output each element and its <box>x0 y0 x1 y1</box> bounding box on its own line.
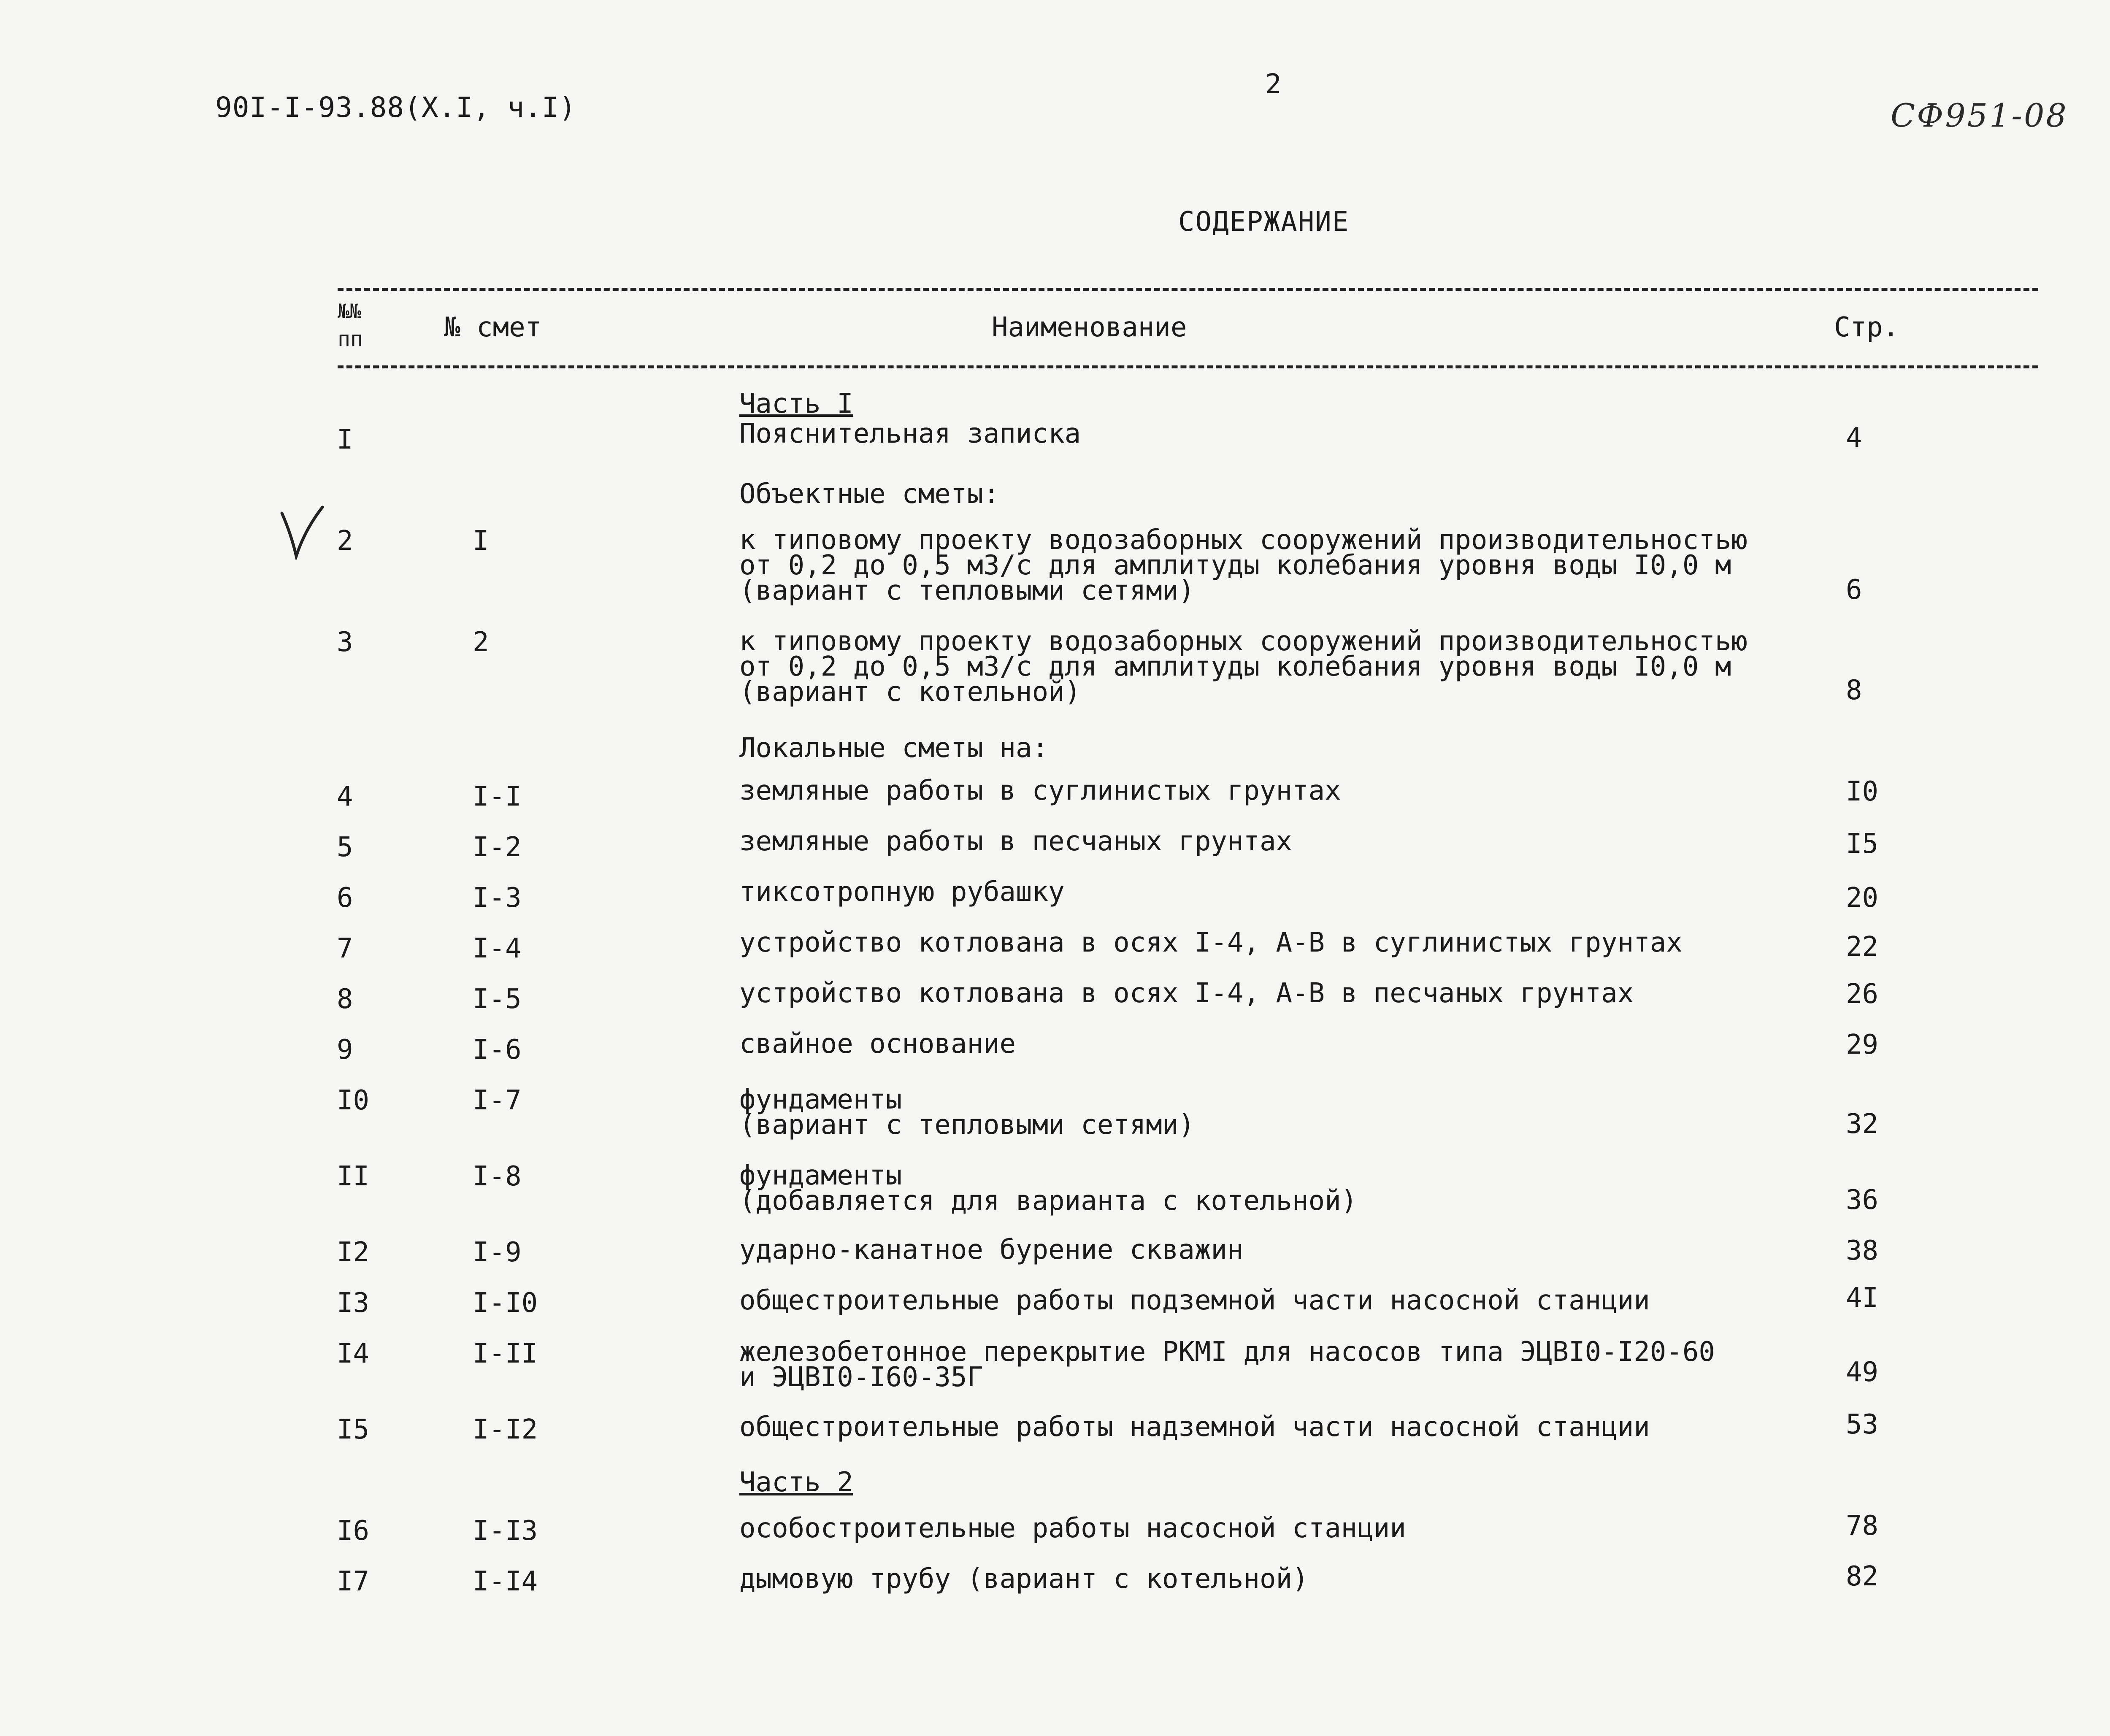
row-name: Пояснительная записка <box>739 418 1081 449</box>
row-page: 8 <box>1846 675 1862 706</box>
row-estimate-code: I-I4 <box>473 1566 538 1597</box>
section-part-1: Часть I <box>739 388 853 419</box>
row-number: 4 <box>337 781 353 812</box>
row-name: к типовому проекту водозаборных сооружений производительностью от 0,2 до 0,5 м3/с для амплитуды колебания уровня воды I0,0 м (вариант с тепловыми сетями) <box>739 525 1748 606</box>
row-name: земляные работы в суглинистых грунтах <box>739 775 1341 806</box>
row-estimate-code: I-2 <box>473 832 522 863</box>
row-number: I3 <box>337 1287 370 1319</box>
row-number: I5 <box>337 1414 370 1445</box>
row-name: особостроительные работы насосной станции <box>739 1513 1406 1544</box>
row-estimate-code: I-6 <box>473 1034 522 1065</box>
table-top-divider <box>338 288 2038 291</box>
header-estimate-number: № смет <box>444 312 542 343</box>
row-number: I4 <box>337 1338 370 1369</box>
row-name: ударно-канатное бурение скважин <box>739 1234 1244 1265</box>
row-number: 6 <box>337 882 353 914</box>
row-page: 32 <box>1846 1109 1879 1140</box>
row-page: 22 <box>1846 931 1879 963</box>
row-page: 20 <box>1846 882 1879 914</box>
row-number: II <box>337 1161 370 1192</box>
row-name: фундаменты (вариант с тепловыми сетями) <box>739 1084 1195 1141</box>
row-page: I5 <box>1846 828 1879 860</box>
row-estimate-code: I-I <box>473 781 522 812</box>
checkmark-icon <box>279 505 325 560</box>
section-object-estimates: Объектные сметы: <box>739 479 1000 510</box>
section-local-estimates: Локальные сметы на: <box>739 733 1049 764</box>
page-title: СОДЕРЖАНИЕ <box>1178 206 1350 238</box>
row-page: 38 <box>1846 1235 1879 1266</box>
row-name: к типовому проекту водозаборных сооружений производительностью от 0,2 до 0,5 м3/с для амплитуды колебания уровня воды I0,0 м (вариант с котельной) <box>739 626 1748 708</box>
row-page: 29 <box>1846 1029 1879 1060</box>
row-page: 82 <box>1846 1561 1879 1592</box>
row-estimate-code: I-8 <box>473 1161 522 1192</box>
row-number: I2 <box>337 1237 370 1268</box>
row-estimate-code: I-I0 <box>473 1287 538 1319</box>
row-page: 26 <box>1846 979 1879 1010</box>
row-estimate-code: I-7 <box>473 1085 522 1116</box>
row-estimate-code: I-9 <box>473 1237 522 1268</box>
row-name: земляные работы в песчаных грунтах <box>739 826 1293 857</box>
row-name: устройство котлована в осях I-4, А-В в суглинистых грунтах <box>739 927 1683 958</box>
row-name: железобетонное перекрытие РКМI для насосов типа ЭЦВI0-I20-60 и ЭЦВI0-I60-35Г <box>739 1336 1715 1393</box>
row-number: I7 <box>337 1566 370 1597</box>
row-page: 53 <box>1846 1409 1879 1440</box>
header-page: Стр. <box>1834 312 1899 343</box>
row-name: общестроительные работы надземной части насосной станции <box>739 1412 1650 1443</box>
row-name: свайное основание <box>739 1028 1016 1060</box>
row-number: 8 <box>337 984 353 1015</box>
row-estimate-code: I <box>473 525 489 557</box>
row-name: общестроительные работы подземной части насосной станции <box>739 1285 1650 1316</box>
row-name: тиксотропную рубашку <box>739 876 1065 908</box>
row-page: I0 <box>1846 776 1879 807</box>
row-estimate-code: I-3 <box>473 882 522 914</box>
row-number: 2 <box>337 525 353 557</box>
handwritten-code: СФ951-08 <box>1891 97 2068 134</box>
row-number: 5 <box>337 832 353 863</box>
row-estimate-code: I-4 <box>473 933 522 964</box>
row-number: I0 <box>337 1085 370 1116</box>
header-num-line1: №№ <box>338 300 361 322</box>
row-number: 7 <box>337 933 353 964</box>
row-number: 9 <box>337 1034 353 1065</box>
row-estimate-code: I-I3 <box>473 1515 538 1547</box>
row-estimate-code: I-II <box>473 1338 538 1369</box>
row-page: 78 <box>1846 1510 1879 1541</box>
row-number: I <box>337 424 353 455</box>
row-page: 6 <box>1846 574 1862 606</box>
row-estimate-code: I-I2 <box>473 1414 538 1445</box>
section-part-2: Часть 2 <box>739 1467 853 1498</box>
page-number: 2 <box>1265 69 1282 100</box>
row-estimate-code: 2 <box>473 627 489 658</box>
row-estimate-code: I-5 <box>473 984 522 1015</box>
row-number: 3 <box>337 627 353 658</box>
row-number: I6 <box>337 1515 370 1547</box>
header-name: Наименование <box>992 312 1187 343</box>
row-name: устройство котлована в осях I-4, А-В в песчаных грунтах <box>739 978 1634 1009</box>
row-name: дымовую трубу (вариант с котельной) <box>739 1563 1309 1595</box>
row-page: 4 <box>1846 422 1862 454</box>
row-page: 49 <box>1846 1357 1879 1388</box>
row-page: 36 <box>1846 1184 1879 1216</box>
header-num-line2: пп <box>338 327 363 351</box>
row-page: 4I <box>1846 1282 1879 1314</box>
document-code: 90I-I-93.88(X.I, ч.I) <box>215 91 576 124</box>
row-name: фундаменты (добавляется для варианта с котельной) <box>739 1160 1358 1217</box>
table-header-divider <box>338 365 2038 368</box>
